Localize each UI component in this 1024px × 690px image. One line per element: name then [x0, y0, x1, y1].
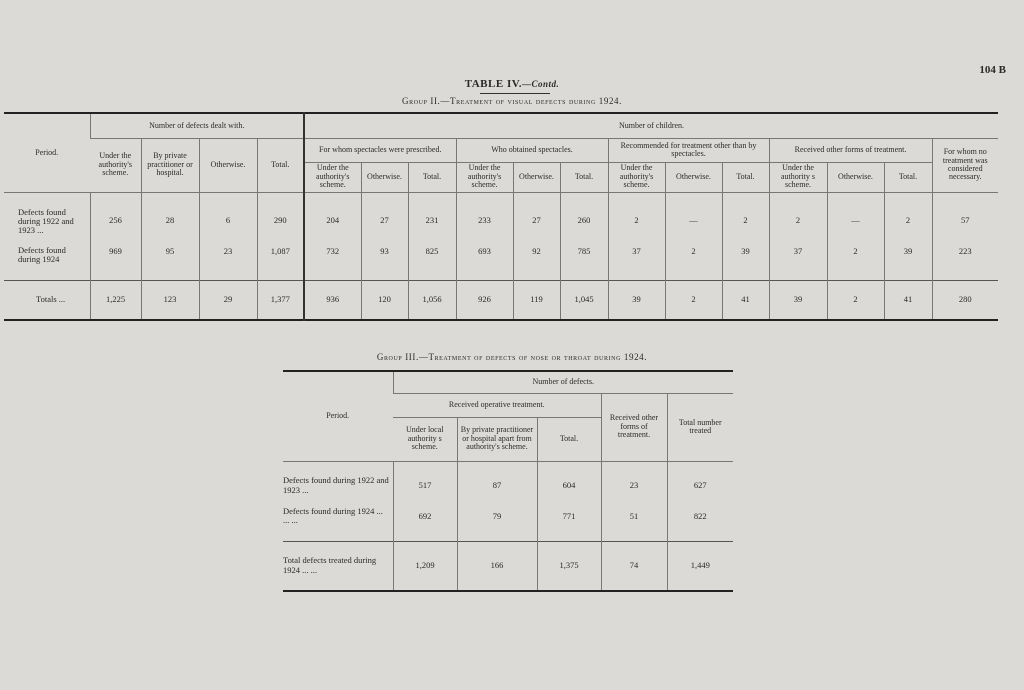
cell-value: 123: [141, 280, 199, 320]
cell-value: 39: [903, 246, 913, 256]
cell-value: 37: [793, 246, 803, 256]
cell-value: 87: [492, 480, 502, 491]
cell-value: 119: [513, 280, 560, 320]
group3-heading: Group III.—Treatment of defects of nose or throat during 1924.: [376, 352, 648, 362]
grp-recommended: Recommended for treatment other than by spectacles.: [608, 138, 769, 162]
cell-value: 166: [457, 541, 537, 591]
cell-value: 39: [741, 246, 750, 256]
col-private: By private practitioner or hospital apart from authority's scheme.: [457, 417, 537, 461]
table-title-suffix: —Contd.: [522, 79, 560, 89]
cell-value: 41: [884, 280, 932, 320]
cell-value: 93: [380, 246, 389, 256]
cell-value: 969: [109, 246, 122, 256]
cell-pair: [456, 192, 513, 280]
cell-value: 41: [722, 280, 769, 320]
cell-value: 1,056: [408, 280, 456, 320]
grp-received-other: Received other forms of treatment.: [769, 138, 932, 162]
col-private: By private practitioner or hospital.: [141, 138, 199, 192]
group2-heading: Group II.—Treatment of visual defects during 1924.: [402, 96, 622, 106]
grp-prescribed: For whom spectacles were prescribed.: [304, 138, 456, 162]
cell-pair: [560, 192, 608, 280]
sub-otherwise: Otherwise.: [827, 162, 884, 192]
cell-value: 204: [326, 215, 340, 226]
cell-value: 693: [478, 246, 491, 256]
cell-value: 79: [492, 511, 502, 521]
cell-pair: [667, 461, 733, 541]
table-title-main: TABLE IV.: [464, 78, 523, 90]
cell-pair: [457, 461, 537, 541]
totals-row: [283, 541, 733, 591]
sub-total: Total.: [408, 162, 456, 192]
cell-pair: [513, 192, 560, 280]
cell-value: 785: [577, 246, 591, 256]
title-rule: [480, 93, 550, 94]
cell-value: 260: [577, 215, 591, 226]
cell-value: 936: [304, 280, 361, 320]
cell-value: 39: [769, 280, 827, 320]
cell-value: 74: [601, 541, 667, 591]
cell-value: 223: [958, 246, 972, 256]
sub-otherwise: Otherwise.: [361, 162, 408, 192]
cell-pair: [90, 192, 141, 280]
cell-value: 2: [634, 215, 639, 226]
cell-pair: [199, 192, 257, 280]
table-title: [0, 78, 1024, 90]
col-total: Total.: [537, 417, 601, 461]
row-labels: [283, 461, 393, 541]
cell-value: 23: [223, 246, 233, 256]
cell-value: 517: [418, 480, 432, 491]
cell-value: 692: [418, 511, 432, 521]
cell-value: 2: [691, 246, 696, 256]
cell-value: 256: [109, 215, 122, 226]
defects-header: Number of defects.: [393, 371, 733, 393]
cell-pair: [665, 192, 722, 280]
sub-total: Total.: [560, 162, 608, 192]
cell-pair: [257, 192, 304, 280]
row-label: Defects found during 1924 ... ... ...: [283, 506, 383, 526]
grp-obtained: Who obtained spectacles.: [456, 138, 608, 162]
totals-row: [4, 280, 998, 320]
cell-value: 604: [562, 480, 576, 491]
sub-under-scheme: Under the authority's scheme.: [608, 162, 665, 192]
cell-value: 2: [743, 215, 748, 226]
cell-value: —: [689, 215, 698, 226]
operative-header: Received operative treatment.: [393, 393, 601, 417]
grp-no-treatment: For whom no treatment was considered necessary.: [932, 138, 998, 192]
cell-pair: [361, 192, 408, 280]
cell-value: 23: [629, 480, 639, 491]
table-row: [283, 461, 733, 541]
cell-value: 732: [326, 246, 340, 256]
defects-dealt-header: Number of defects dealt with.: [90, 113, 304, 138]
cell-value: 926: [456, 280, 513, 320]
cell-pair: [608, 192, 665, 280]
visual-defects-table: [4, 112, 998, 321]
cell-value: 822: [693, 511, 707, 521]
row-label: Defects found during 1922 and 1923 ...: [18, 206, 74, 236]
cell-value: 27: [380, 215, 389, 226]
cell-value: 1,225: [90, 280, 141, 320]
cell-value: 771: [562, 511, 576, 521]
sub-total: Total.: [722, 162, 769, 192]
col-total-treated: Total number treated: [667, 393, 733, 461]
col-under-scheme: Under the authority's scheme.: [90, 138, 141, 192]
table-row: [4, 192, 998, 280]
cell-value: 39: [608, 280, 665, 320]
cell-value: 51: [629, 511, 639, 521]
cell-value: 92: [532, 246, 541, 256]
period-header: Period.: [283, 371, 393, 461]
cell-value: 2: [827, 280, 884, 320]
period-header: Period.: [4, 113, 90, 192]
totals-label: Totals ...: [4, 280, 90, 320]
cell-value: 37: [632, 246, 641, 256]
cell-value: 290: [273, 215, 287, 226]
cell-value: 1,377: [257, 280, 304, 320]
cell-value: 57: [961, 215, 970, 226]
cell-value: 27: [532, 215, 541, 226]
cell-value: 2: [853, 246, 858, 256]
sub-total: Total.: [884, 162, 932, 192]
sub-under-scheme: Under the authority s scheme.: [769, 162, 827, 192]
cell-value: 1,375: [537, 541, 601, 591]
cell-value: 825: [425, 246, 439, 256]
cell-pair: [393, 461, 457, 541]
cell-value: 2: [795, 215, 801, 226]
col-under-local: Under local authority s scheme.: [393, 417, 457, 461]
cell-value: 231: [425, 215, 439, 226]
cell-pair: [601, 461, 667, 541]
nose-throat-table: [283, 370, 733, 592]
cell-pair: [722, 192, 769, 280]
cell-value: 29: [199, 280, 257, 320]
row-labels: [4, 192, 90, 280]
cell-value: 2: [905, 215, 911, 226]
cell-pair: [537, 461, 601, 541]
cell-pair: [884, 192, 932, 280]
cell-pair: [141, 192, 199, 280]
sub-otherwise: Otherwise.: [665, 162, 722, 192]
cell-pair: [304, 192, 361, 280]
cell-value: 1,087: [270, 246, 290, 256]
cell-value: 120: [361, 280, 408, 320]
cell-value: 28: [165, 215, 175, 226]
cell-value: 280: [932, 280, 998, 320]
cell-value: 2: [665, 280, 722, 320]
cell-value: —: [851, 215, 860, 226]
col-other-forms: Received other forms of treatment.: [601, 393, 667, 461]
col-total: Total.: [257, 138, 304, 192]
row-label: Defects found during 1922 and 1923 ...: [283, 475, 389, 495]
cell-value: 6: [225, 215, 231, 226]
cell-value: 1,209: [393, 541, 457, 591]
sub-otherwise: Otherwise.: [513, 162, 560, 192]
sub-under-scheme: Under the authority's scheme.: [304, 162, 361, 192]
cell-pair: [827, 192, 884, 280]
sub-under-scheme: Under the authority's scheme.: [456, 162, 513, 192]
cell-pair: [932, 192, 998, 280]
cell-pair: [408, 192, 456, 280]
cell-value: 233: [478, 215, 491, 226]
row-label: Defects found during 1924: [18, 244, 66, 265]
cell-value: 1,045: [560, 280, 608, 320]
cell-value: 627: [693, 480, 707, 491]
page-number: 104 B: [979, 64, 1006, 76]
children-header: Number of children.: [304, 113, 998, 138]
totals-label: Total defects treated during 1924 ... ...: [283, 541, 393, 591]
cell-pair: [769, 192, 827, 280]
col-otherwise: Otherwise.: [199, 138, 257, 192]
cell-value: 95: [165, 246, 175, 256]
cell-value: 1,449: [667, 541, 733, 591]
